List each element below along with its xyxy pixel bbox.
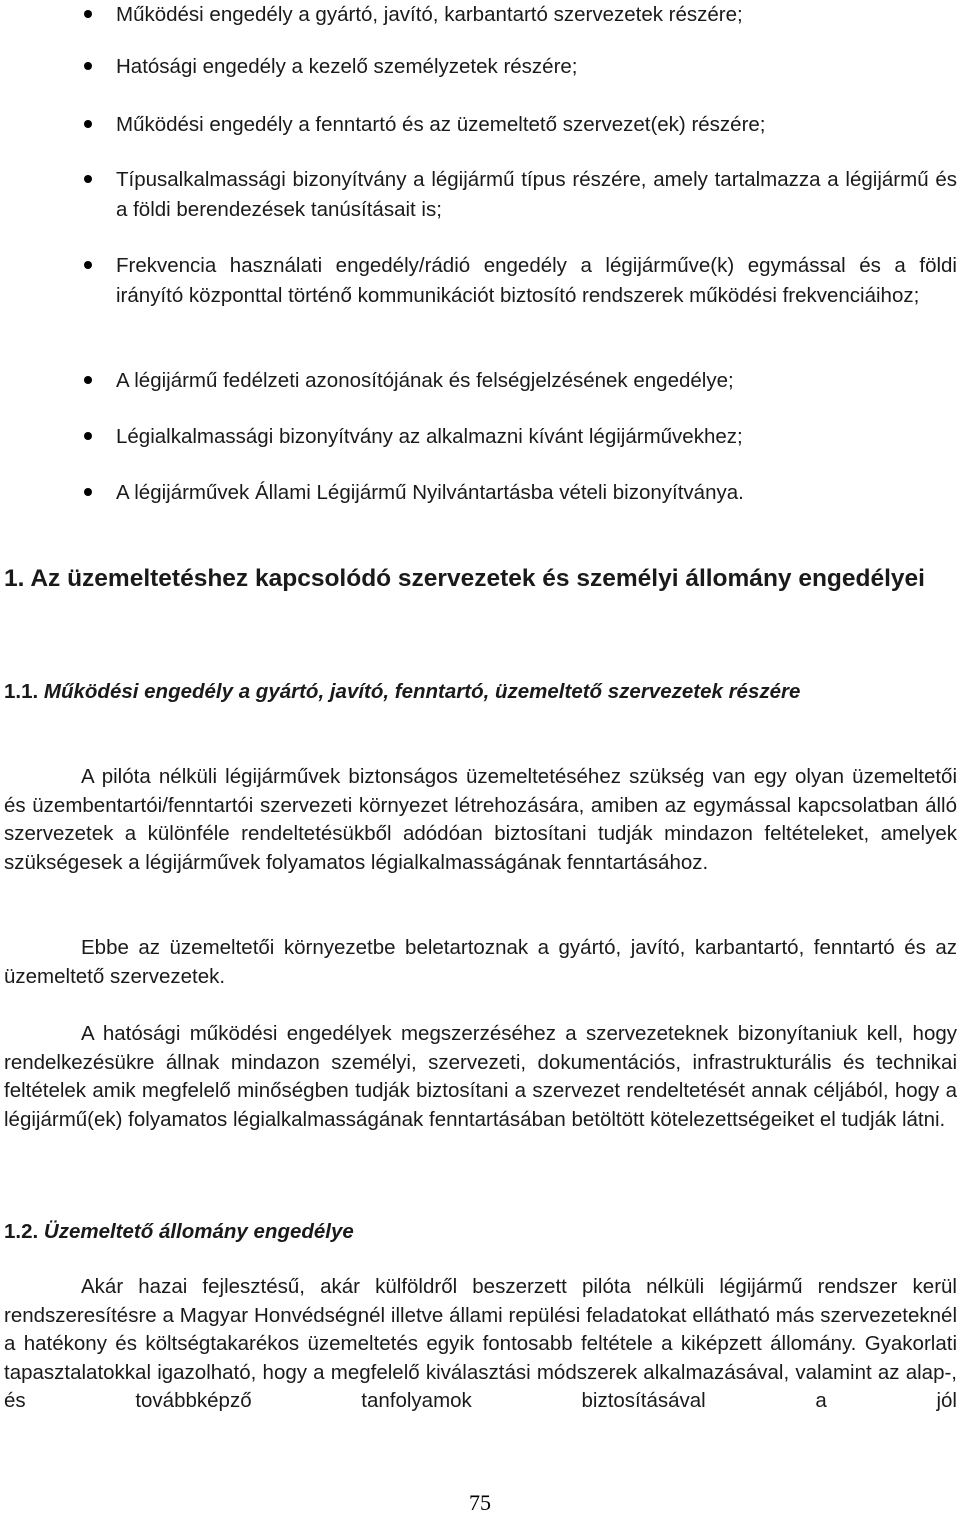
section-heading: 1. Az üzemeltetéshez kapcsolódó szervezetek és személyi állomány engedélyei: [4, 565, 925, 592]
bullet-text: Működési engedély a gyártó, javító, karbantartó szervezetek részére;: [116, 3, 743, 26]
bullet-item: [4, 165, 957, 225]
bullet-text: Hatósági engedély a kezelő személyzetek részére;: [116, 55, 578, 78]
bullet-item: [4, 52, 957, 82]
bullet-item: [4, 110, 957, 140]
bullet-item: [4, 366, 957, 396]
bullet-dot-icon: [84, 120, 92, 128]
bullet-item: [4, 0, 957, 30]
body-paragraph: A hatósági működési engedélyek megszerzéséhez a szervezeteknek bizonyítaniuk kell, hogy rendelkezésükre állnak mindazon személyi, szervezeti, dokumentációs, infrastrukturális és technikai feltételek amik megfelelő minőségben tudják biztosítani a szervezet rendeltetését annak céljából, hogy a légijármű(ek) folyamatos légialkalmasságának fenntartásában betöltött kötelezettségeiket el tudják látni.: [4, 1022, 957, 1131]
bullet-text: Működési engedély a fenntartó és az üzemeltető szervezet(ek) részére;: [116, 113, 766, 136]
subsection-number: 1.1.: [4, 680, 39, 703]
bullet-text: A légijármű fedélzeti azonosítójának és felségjelzésének engedélye;: [116, 369, 734, 392]
subsection-title: Működési engedély a gyártó, javító, fenntartó, üzemeltető szervezetek részére: [43, 680, 801, 703]
bullet-dot-icon: [84, 488, 92, 496]
bullet-dot-icon: [84, 175, 92, 183]
body-paragraph: Ebbe az üzemeltetői környezetbe beletartoznak a gyártó, javító, karbantartó, fenntartó és az üzemeltető szervezetek.: [4, 936, 957, 988]
bullet-dot-icon: [84, 376, 92, 384]
bullet-text: Frekvencia használati engedély/rádió engedély a légijárműve(k) egymással és a földi irányító központtal történő kommunikációt biztosító rendszerek működési frekvenciáihoz;: [116, 254, 957, 307]
subsection-heading: [4, 1218, 957, 1246]
bullet-item: [4, 422, 957, 452]
subsection-heading: [4, 678, 957, 706]
bullet-text: Légialkalmassági bizonyítvány az alkalmazni kívánt légijárművekhez;: [116, 425, 743, 448]
subsection-title: Üzemeltető állomány engedélye: [43, 1220, 354, 1243]
bullet-dot-icon: [84, 432, 92, 440]
bullet-item: [4, 478, 957, 508]
body-paragraph: A pilóta nélküli légijárművek biztonságos üzemeltetéséhez szükség van egy olyan üzemeltetői és üzembentartói/fenntartói szervezeti környezet létrehozására, amiben az egymással kapcsolatban álló szervezetek a különféle rendeltetésükből adódóan biztosítani tudják mindazon feltételeket, amelyek szükségesek a légijárművek folyamatos légialkalmasságának fenntartásához.: [4, 765, 957, 874]
page-number: 75: [469, 1490, 491, 1515]
subsection-number: 1.2.: [4, 1220, 39, 1243]
bullet-dot-icon: [84, 62, 92, 70]
bullet-dot-icon: [84, 10, 92, 18]
bullet-item: [4, 251, 957, 311]
bullet-text: Típusalkalmassági bizonyítvány a légijármű típus részére, amely tartalmazza a légijármű és a földi berendezések tanúsításait is;: [116, 168, 957, 221]
bullet-dot-icon: [84, 261, 92, 269]
body-paragraph: Akár hazai fejlesztésű, akár külföldről beszerzett pilóta nélküli légijármű rendszer kerül rendszeresítésre a Magyar Honvédségnél illetve állami repülési feladatokat ellátható más szervezeteknél a hatékony és költségtakarékos üzemeltetés egyik fontosabb feltétele a kiképzett állomány. Gyakorlati tapasztalatokkal igazolható, hogy a megfelelő kiválasztási módszerek alkalmazásával, valamint az alap-, és továbbképző tanfolyamok biztosításával a jól: [4, 1275, 957, 1413]
bullet-text: A légijárművek Állami Légijármű Nyilvántartásba vételi bizonyítványa.: [116, 481, 744, 504]
